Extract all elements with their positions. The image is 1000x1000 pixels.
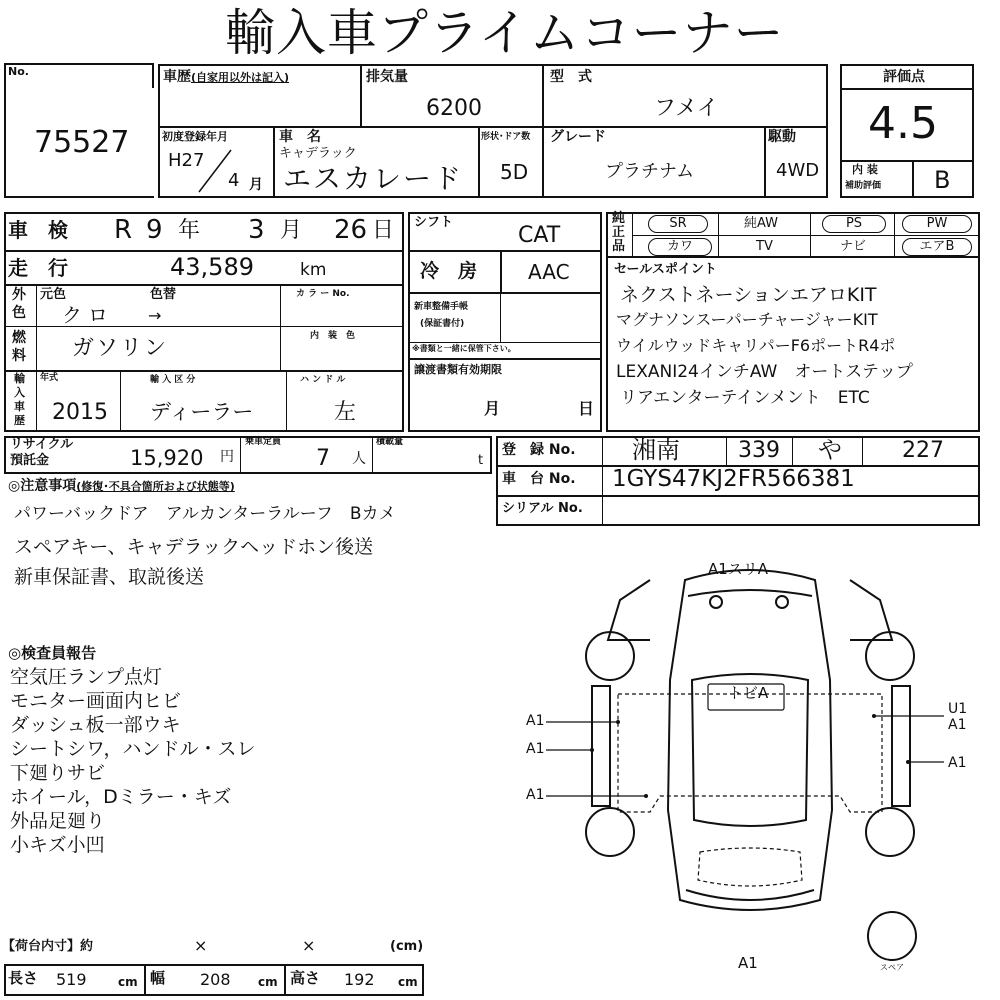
grade-label: グレード (550, 129, 606, 145)
note-line: 新車保証書、取説後送 (14, 566, 205, 588)
inspection-year-unit: 年 (178, 218, 201, 243)
docs-expiry-month: 月 (484, 399, 501, 418)
registration-area: 湘南 (632, 436, 680, 464)
diagram-left-3: A1 (526, 787, 545, 803)
equip-navi: ナビ (840, 239, 867, 254)
docs-expiry-label: 譲渡書類有効期限 (414, 363, 502, 376)
equip-side-2: 正 (612, 225, 626, 240)
diagram-bottom: A1 (738, 954, 758, 972)
registration-kana: や (818, 436, 842, 464)
cargo-width-unit: cm (258, 975, 278, 989)
cargo-x2: × (302, 936, 316, 955)
load-label: 積載量 (376, 437, 404, 447)
car-name-label: 車 名 (279, 129, 321, 145)
mileage-label: 走 行 (8, 256, 68, 280)
interior-sub-label: 補助評価 (845, 181, 882, 191)
import-class-value: ディーラー (150, 400, 254, 424)
inspection-day-unit: 日 (372, 218, 395, 243)
inspector-line: モニター画面内ヒビ (10, 690, 182, 712)
inspection-year: 9 (146, 215, 163, 245)
cargo-width-label: 幅 (150, 969, 166, 987)
load-unit: t (478, 453, 484, 468)
orig-color-label: 元色 (40, 287, 67, 302)
selling-point-line: LEXANI24インチAW オートステップ (616, 362, 913, 382)
diagram-spare-label: スペア (880, 963, 904, 972)
registration-label: 登 録 No. (502, 442, 576, 458)
inspector-label: ◎検査員報告 (8, 644, 97, 662)
cargo-length-unit: cm (118, 975, 138, 989)
fuel-value: ガソリン (72, 336, 169, 361)
equip-pw: PW (902, 215, 972, 233)
cargo-height-unit: cm (398, 975, 418, 989)
history-label: 車歴(自家用以外は記入) (163, 69, 290, 85)
selling-point-line: リアエンターテインメント ETC (620, 388, 870, 408)
interior-label: 内 装 (852, 163, 878, 176)
color-value: クロ (62, 303, 114, 327)
doors-value: 5D (500, 160, 529, 184)
diagram-roof: A1スリA (708, 560, 769, 578)
drive-value: 4WD (776, 160, 820, 181)
docs-expiry-day: 日 (578, 399, 595, 418)
recycle-label: リサイクル (10, 437, 74, 452)
warranty-label: 新車整備手帳 (414, 302, 469, 312)
recycle-unit: 円 (220, 449, 234, 465)
model-year: 2015 (52, 400, 108, 425)
shift-label: シフト (414, 215, 454, 230)
chassis-label: 車 台 No. (502, 471, 576, 487)
grade-value: プラチナム (605, 161, 695, 182)
diagram-right-top-1: U1 (948, 701, 968, 717)
import-side-4: 歴 (14, 414, 25, 427)
score-label: 評価点 (883, 69, 925, 85)
equip-tv: TV (756, 239, 773, 254)
color-side-1: 外 (12, 287, 26, 303)
diagram-right-mid: A1 (948, 755, 967, 771)
equip-side-1: 純 (612, 211, 626, 226)
cargo-unit: (cm) (390, 939, 424, 954)
import-class-label: 輸 入 区 分 (150, 375, 196, 385)
cargo-label: 【荷台内寸】約 (2, 939, 94, 954)
inspector-line: 外品足廻り (10, 810, 106, 832)
stock-number: 75527 (34, 125, 130, 160)
shift-value: CAT (518, 223, 561, 248)
equip-side-3: 品 (612, 239, 626, 254)
diagram-right-top-2: A1 (948, 717, 967, 733)
inspection-day: 26 (334, 215, 368, 245)
no-label: No. (8, 65, 29, 78)
diagram-roof-mark: トビA (728, 684, 769, 702)
capacity-unit: 人 (352, 451, 366, 467)
car-maker: キャデラック (279, 146, 357, 161)
cargo-length: 519 (56, 970, 87, 989)
selling-point-line: ネクストネーションエアロKIT (620, 284, 877, 306)
inspector-line: ダッシュ板一部ウキ (10, 714, 181, 736)
import-side-1: 輸 (14, 372, 25, 385)
model-label: 型 式 (550, 69, 592, 85)
doors-label: 形状･ドア数 (481, 132, 531, 142)
first-reg-label: 初度登録年月 (162, 130, 228, 143)
equip-alloy-wheel: 純AW (744, 216, 779, 231)
inspector-line: ホイール，Dミラー・キズ (10, 786, 232, 808)
model-value: フメイ (654, 96, 719, 121)
equip-leather: カワ (648, 238, 712, 256)
fuel-side-1: 燃 (12, 330, 26, 346)
first-reg-month: 4 (228, 170, 240, 191)
serial-label: シリアル No. (502, 501, 583, 516)
interior-value: B (934, 166, 951, 194)
displacement-label: 排気量 (366, 69, 408, 85)
inspector-line: 小キズ小凹 (10, 834, 105, 856)
year-label: 年式 (40, 373, 59, 383)
diagram-left-2: A1 (526, 741, 545, 757)
chassis-number: 1GYS47KJ2FR566381 (612, 466, 855, 492)
note-line: スペアキー、キャデラックヘッドホン後送 (14, 536, 374, 558)
first-reg-month-unit: 月 (249, 177, 263, 193)
mileage-value: 43,589 (170, 253, 254, 281)
note-line: パワーバックドア アルカンターラルーフ Bカメ (14, 504, 396, 524)
inspector-line: 下廻りサビ (10, 762, 106, 784)
handle-value: 左 (334, 400, 357, 425)
cargo-width: 208 (200, 970, 231, 989)
diagram-left-1: A1 (526, 713, 545, 729)
change-color-label: 色替 (150, 287, 177, 302)
registration-class: 339 (738, 438, 780, 463)
color-no-label: カ ラ ー No. (296, 289, 350, 299)
import-side-3: 車 (14, 400, 25, 413)
notes-label: ◎注意事項(修復･不具合箇所および状態等) (8, 478, 235, 494)
inspection-era: R (114, 215, 133, 245)
interior-color-label: 内 装 色 (310, 331, 356, 341)
fuel-side-2: 料 (12, 348, 26, 364)
car-name-value: エスカレード (283, 162, 464, 195)
cargo-x1: × (194, 936, 208, 955)
score-value: 4.5 (868, 98, 938, 149)
cargo-height-label: 高さ (290, 969, 321, 987)
mileage-unit: km (300, 260, 327, 280)
car-damage-diagram (520, 560, 1000, 980)
equip-airbag: エアB (902, 238, 972, 256)
displacement-value: 6200 (426, 96, 482, 121)
cargo-length-label: 長さ (8, 969, 39, 987)
capacity-value: 7 (316, 446, 330, 471)
registration-number: 227 (902, 438, 944, 463)
inspector-line: 空気圧ランプ点灯 (10, 666, 163, 688)
inspection-month-unit: 月 (280, 218, 303, 243)
ac-value: AAC (528, 260, 570, 284)
inspector-line: シートシワ，ハンドル・スレ (10, 738, 256, 760)
import-side-2: 入 (14, 386, 25, 399)
cargo-height: 192 (344, 970, 375, 989)
warranty-note: ※書類と一緒に保管下さい。 (412, 344, 516, 353)
ac-label: 冷 房 (420, 260, 478, 282)
selling-points-label: セールスポイント (614, 262, 717, 277)
selling-point-line: ウイルウッドキャリパーF6ポートR4ポ (616, 336, 896, 355)
drive-label: 駆動 (768, 129, 796, 145)
recycle-sub-label: 預託金 (10, 453, 50, 468)
handle-label: ハ ン ド ル (300, 375, 346, 385)
first-reg-era: H27 (168, 150, 205, 171)
warranty-sub-label: (保証書付) (420, 319, 465, 329)
equip-ps: PS (822, 215, 886, 233)
color-side-2: 色 (12, 305, 26, 321)
selling-point-line: マグナソンスーパーチャージャーKIT (616, 310, 878, 329)
capacity-label: 乗車定員 (245, 437, 282, 447)
color-arrow: → (148, 306, 162, 325)
equip-sr: SR (648, 215, 708, 233)
inspection-month: 3 (248, 215, 265, 245)
recycle-value: 15,920 (130, 446, 204, 470)
page-title: 輸入車プライムコーナー (225, 4, 785, 62)
inspection-label: 車 検 (8, 218, 68, 242)
